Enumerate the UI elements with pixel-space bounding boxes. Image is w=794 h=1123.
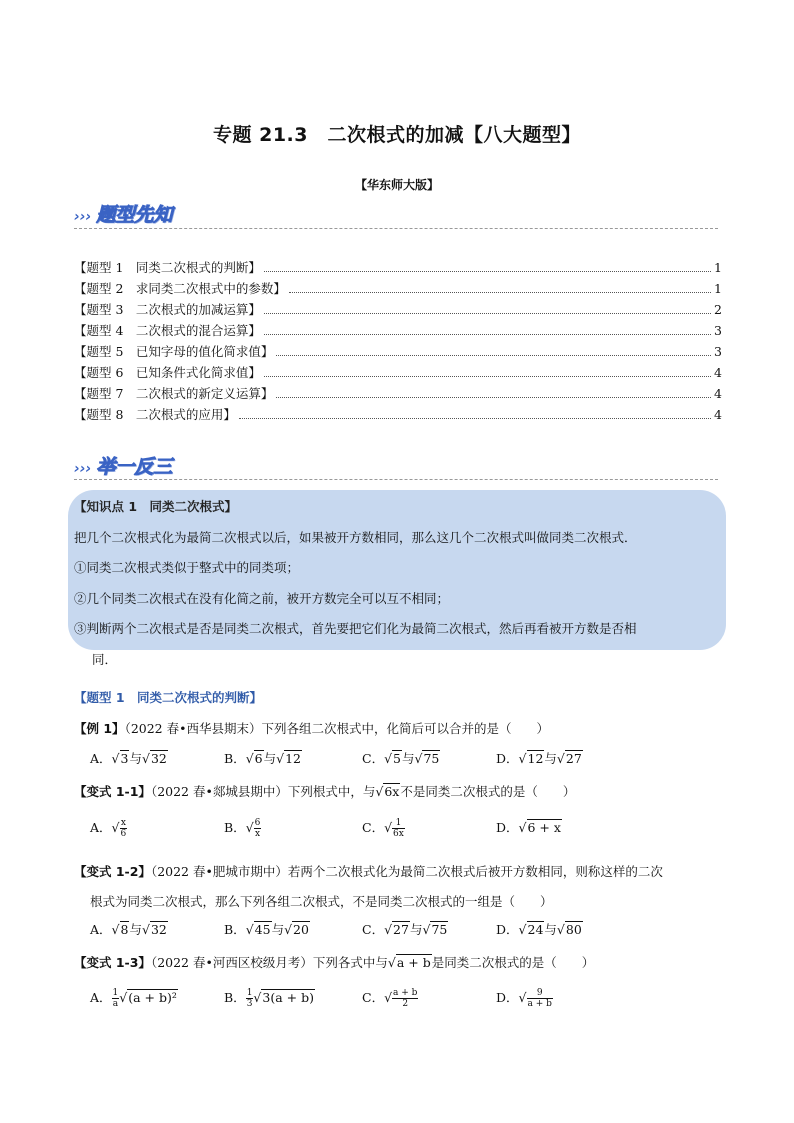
toc-page: 2 (714, 302, 722, 317)
question-variant-1-1: 【变式 1-1】（2022 春•郯城县期中）下列根式中，与√6x不是同类二次根式的是（ ） (74, 784, 576, 799)
option-a[interactable]: A．√8与√32 (90, 922, 167, 937)
divider (74, 479, 718, 480)
options-row (90, 920, 730, 942)
divider (74, 228, 718, 229)
section-banner-practice (74, 452, 172, 480)
option-d[interactable]: D．√ $\frac{9}{a + b}$ (496, 988, 552, 1009)
option-b[interactable]: B．√45与√20 (224, 922, 309, 937)
triple-arrow-icon: ››› (74, 209, 92, 225)
toc-item[interactable] (74, 257, 722, 278)
knowledge-content (74, 492, 724, 675)
options-row (90, 988, 730, 1018)
knowledge-heading: 【知识点 1 同类二次根式】 (74, 499, 238, 514)
table-of-contents (74, 257, 722, 425)
option-c[interactable]: C．√27与√75 (362, 922, 448, 937)
options-row (90, 749, 730, 771)
toc-page: 3 (714, 344, 722, 359)
knowledge-paragraph: ③判断两个二次根式是否是同类二次根式，首先要把它们化为最简二次根式，然后再看被开方数是否相 (74, 621, 637, 636)
banner-text: 举一反三 (96, 456, 173, 478)
toc-page: 4 (714, 386, 722, 401)
toc-page: 1 (714, 281, 722, 296)
option-a[interactable]: A．√ $\frac{x}{6}$ (90, 818, 127, 839)
knowledge-paragraph: ①同类二次根式类似于整式中的同类项； (74, 560, 300, 575)
option-b[interactable]: B． $\frac{1}{3}$ √3(a + b) (224, 988, 314, 1009)
toc-page: 1 (714, 260, 722, 275)
option-d[interactable]: D．√12与√27 (496, 751, 582, 766)
option-c[interactable]: C．√5与√75 (362, 751, 440, 766)
toc-leader (276, 397, 711, 398)
toc-leader (239, 418, 711, 419)
option-d[interactable]: D．√6 + x (496, 820, 561, 835)
knowledge-paragraph: 把几个二次根式化为最简二次根式以后，如果被开方数相同，那么这几个二次根式叫做同类二次根式． (74, 529, 637, 545)
toc-page: 4 (714, 407, 722, 422)
toc-item[interactable] (74, 404, 722, 425)
knowledge-paragraph: ②几个同类二次根式在没有化简之前，被开方数完全可以互不相同； (74, 590, 450, 606)
toc-label: 【题型 1 同类二次根式的判断】 (74, 260, 261, 275)
question-tag: 【例 1】 (74, 721, 125, 736)
option-c[interactable]: C．√ $\frac{1}{6x}$ (362, 818, 404, 839)
banner-text: 题型先知 (96, 204, 173, 226)
question-variant-1-3: 【变式 1-3】（2022 春•河西区校级月考）下列各式中与√a + b是同类二次根式的是（ ） (74, 955, 595, 970)
toc-label: 【题型 3 二次根式的加减运算】 (74, 302, 261, 317)
toc-leader (264, 334, 711, 335)
question-tag: 【变式 1-3】 (74, 955, 151, 970)
toc-leader (276, 355, 711, 356)
toc-page: 4 (714, 365, 722, 380)
option-b[interactable]: B．√ $\frac{6}{x}$ (224, 818, 261, 839)
question-variant-1-2: 【变式 1-2】（2022 春•肥城市期中）若两个二次根式化为最简二次根式后被开方数相同，则称这样的二次 根式为同类二次根式，那么下列各组二次根式，不是同类二次根式的一组是（ ） (74, 864, 663, 909)
option-d[interactable]: D．√24与√80 (496, 922, 582, 937)
toc-label: 【题型 4 二次根式的混合运算】 (74, 323, 261, 338)
toc-leader (264, 376, 711, 377)
options-row (90, 818, 730, 840)
toc-item[interactable] (74, 299, 722, 320)
toc-label: 【题型 6 已知条件式化简求值】 (74, 365, 261, 380)
triple-arrow-icon: ››› (74, 461, 92, 477)
knowledge-paragraph: 同． (92, 651, 118, 667)
edition-label: 【华东师大版】 (354, 178, 439, 192)
section-banner-preview (74, 200, 172, 228)
toc-item[interactable] (74, 362, 722, 383)
toc-label: 【题型 8 二次根式的应用】 (74, 407, 236, 422)
option-a[interactable]: A． $\frac{1}{a}$ √(a + b)² (90, 988, 177, 1009)
toc-leader (264, 313, 711, 314)
toc-page: 3 (714, 323, 722, 338)
question-example-1 (74, 719, 724, 739)
toc-item[interactable] (74, 320, 722, 341)
toc-item[interactable] (74, 341, 722, 362)
toc-item[interactable] (74, 383, 722, 404)
option-a[interactable]: A．√3与√32 (90, 751, 167, 766)
question-text: （2022 春•西华县期末）下列各组二次根式中，化简后可以合并的是（ ） (124, 721, 549, 736)
toc-item[interactable] (74, 278, 722, 299)
toc-leader (264, 271, 711, 272)
page-title: 专题 21.3 二次根式的加减【八大题型】 (213, 124, 581, 146)
toc-leader (289, 292, 711, 293)
question-tag: 【变式 1-2】 (74, 864, 151, 879)
toc-label: 【题型 7 二次根式的新定义运算】 (74, 386, 274, 401)
option-b[interactable]: B．√6与√12 (224, 751, 301, 766)
type-heading: 【题型 1 同类二次根式的判断】 (74, 690, 263, 705)
toc-label: 【题型 2 求同类二次根式中的参数】 (74, 281, 286, 296)
question-tag: 【变式 1-1】 (74, 784, 151, 799)
option-c[interactable]: C．√ $\frac{a + b}{2}$ (362, 988, 418, 1009)
toc-label: 【题型 5 已知字母的值化简求值】 (74, 344, 274, 359)
